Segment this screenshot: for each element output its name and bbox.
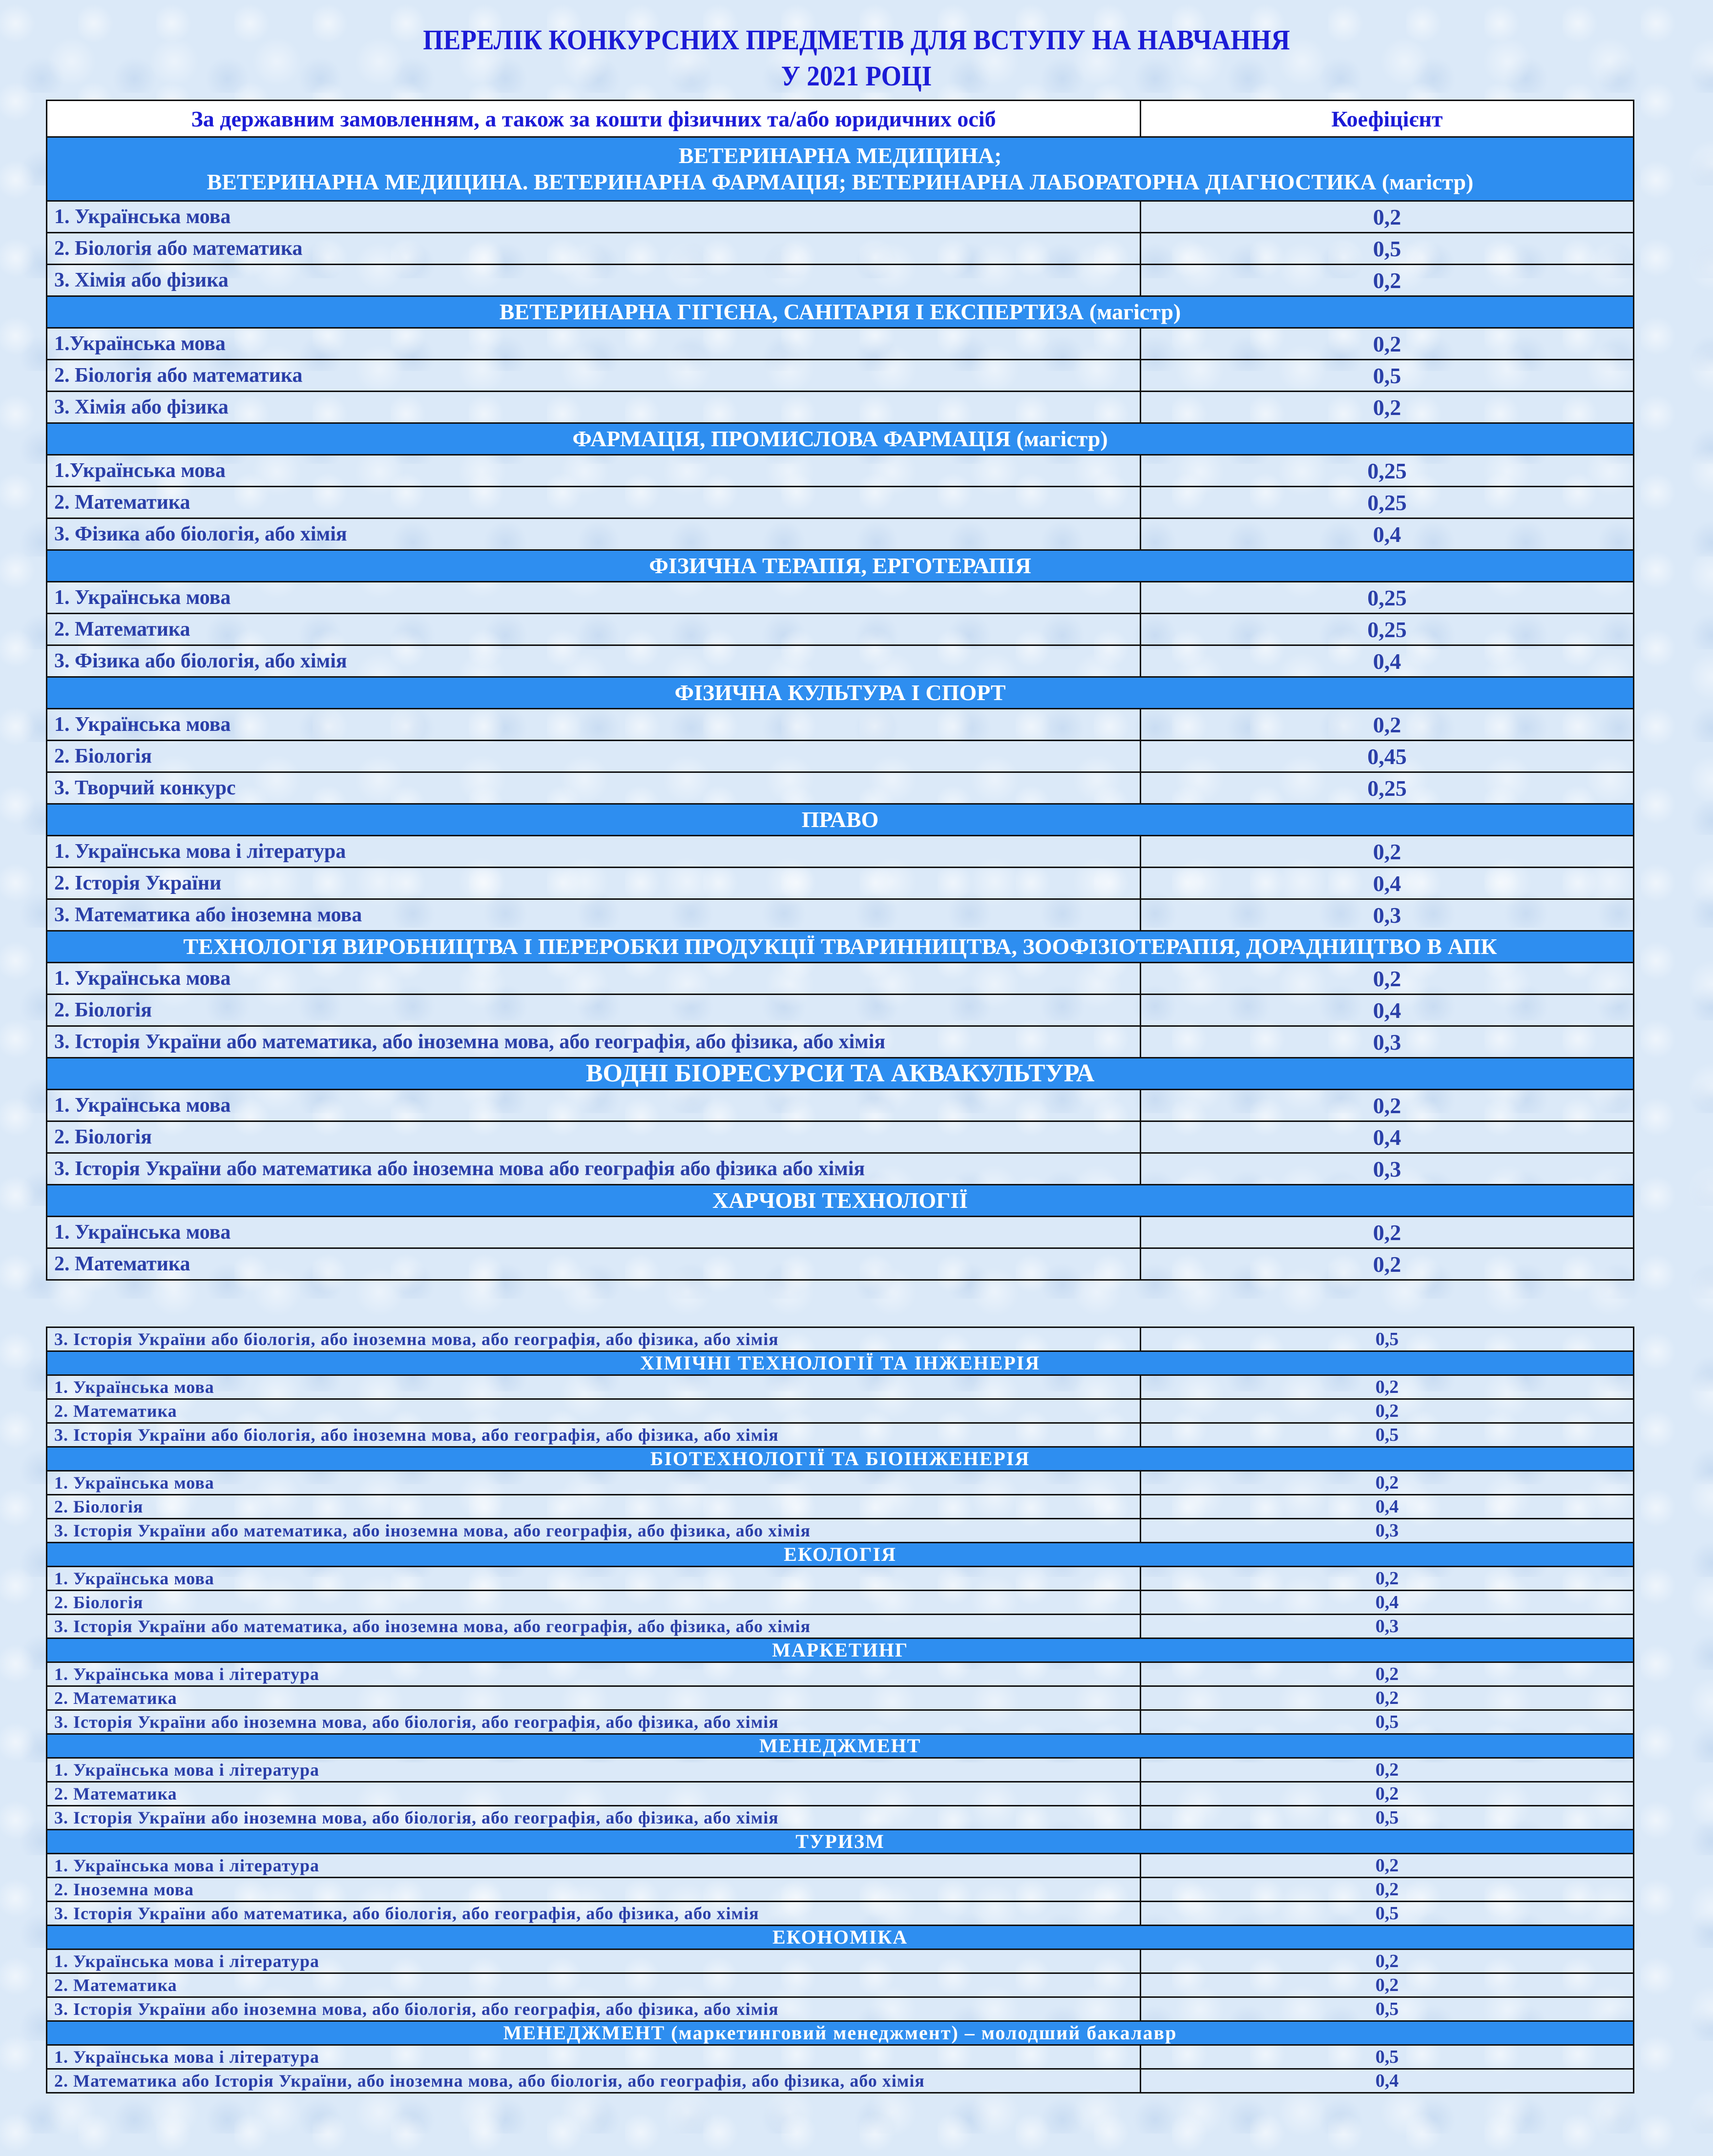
section-title xyxy=(47,296,1634,328)
table-row xyxy=(47,1758,1634,1782)
subject-cell: 3. Історія України або біологія, або іноземна мова, або географія, або фізика, або хімія xyxy=(47,1423,1141,1447)
section-title xyxy=(47,1185,1634,1217)
coefficient-cell: 0,5 xyxy=(1141,1902,1634,1926)
section-title xyxy=(47,1638,1634,1662)
coefficient-cell: 0,2 xyxy=(1141,1854,1634,1878)
table-row xyxy=(47,1806,1634,1830)
section-title-text: ХАРЧОВІ ТЕХНОЛОГІЇ xyxy=(712,1188,968,1213)
section-title xyxy=(47,677,1634,709)
coefficient-cell: 0,25 xyxy=(1141,582,1634,614)
subject-cell: 3. Математика або іноземна мова xyxy=(47,899,1141,931)
table-row xyxy=(47,582,1634,614)
section-header-row xyxy=(47,931,1634,963)
table-row xyxy=(47,2045,1634,2069)
section-title-text: ФІЗИЧНА КУЛЬТУРА І СПОРТ xyxy=(674,680,1006,705)
subject-cell: 2. Історія України xyxy=(47,868,1141,899)
coefficient-cell: 0,2 xyxy=(1141,1973,1634,1997)
section-title xyxy=(47,804,1634,836)
table-row xyxy=(47,1399,1634,1423)
table-row xyxy=(47,1153,1634,1185)
section-header-row xyxy=(47,1830,1634,1854)
subject-cell: 1.Українська мова xyxy=(47,455,1141,487)
table-row xyxy=(47,1686,1634,1710)
table-row xyxy=(47,1854,1634,1878)
section-title xyxy=(47,1058,1634,1090)
section-header-row xyxy=(47,1543,1634,1567)
subject-cell: 1.Українська мова xyxy=(47,328,1141,360)
table-row xyxy=(47,233,1634,265)
coefficient-cell: 0,3 xyxy=(1141,1519,1634,1543)
subject-cell: 1. Українська мова xyxy=(47,201,1141,233)
coefficient-cell: 0,2 xyxy=(1141,1471,1634,1495)
table-row xyxy=(47,1471,1634,1495)
subject-cell: 2. Біологія xyxy=(47,995,1141,1026)
section-header-row xyxy=(47,1638,1634,1662)
coefficient-cell: 0,4 xyxy=(1141,1591,1634,1615)
subject-cell: 2. Математика або Історія України, або іноземна мова, або біологія, або географія, або фізика, або хімія xyxy=(47,2069,1141,2093)
section-title-text: МЕНЕДЖМЕНТ xyxy=(759,1735,921,1757)
section-title-text: ВОДНІ БІОРЕСУРСИ ТА АКВАКУЛЬТУРА xyxy=(585,1059,1095,1087)
coefficient-cell: 0,2 xyxy=(1141,836,1634,868)
table-row xyxy=(47,1121,1634,1153)
section-title xyxy=(47,423,1634,455)
coefficient-cell: 0,25 xyxy=(1141,487,1634,518)
subject-cell: 3. Історія України або біологія, або іноземна мова, або географія, або фізика, або хімія xyxy=(47,1327,1141,1351)
coefficient-cell: 0,4 xyxy=(1141,1121,1634,1153)
coefficient-cell: 0,5 xyxy=(1141,1997,1634,2021)
subject-cell: 3. Історія України або математика, або іноземна мова, або географія, або фізика, або хімія xyxy=(47,1615,1141,1638)
subject-cell: 2. Біологія або математика xyxy=(47,233,1141,265)
section-title xyxy=(47,1351,1634,1375)
section-header-row xyxy=(47,1351,1634,1375)
table-row xyxy=(47,1973,1634,1997)
subject-cell: 2. Математика xyxy=(47,1248,1141,1280)
section-header-row xyxy=(47,137,1634,201)
coefficient-cell: 0,2 xyxy=(1141,201,1634,233)
section-title-text: ЕКОЛОГІЯ xyxy=(784,1543,897,1565)
coefficient-cell: 0,4 xyxy=(1141,1495,1634,1519)
table-row xyxy=(47,1090,1634,1121)
section-title-text: ВЕТЕРИНАРНА МЕДИЦИНА; xyxy=(678,143,1002,168)
coefficient-cell: 0,2 xyxy=(1141,1662,1634,1686)
table-row xyxy=(47,1591,1634,1615)
section-title xyxy=(47,2021,1634,2045)
subject-cell: 1. Українська мова xyxy=(47,1217,1141,1248)
coefficient-cell: 0,2 xyxy=(1141,1686,1634,1710)
section-title-text: ТУРИЗМ xyxy=(795,1830,885,1852)
table-row xyxy=(47,868,1634,899)
section-header-row xyxy=(47,1734,1634,1758)
section-title xyxy=(47,1734,1634,1758)
subject-cell: 1. Українська мова xyxy=(47,1375,1141,1399)
table-row xyxy=(47,265,1634,296)
subject-cell: 3. Історія України або іноземна мова, або біологія, або географія, або фізика, або хімія xyxy=(47,1806,1141,1830)
subject-cell: 2. Математика xyxy=(47,1782,1141,1806)
subject-cell: 3. Фізика або біологія, або хімія xyxy=(47,645,1141,677)
section-header-row xyxy=(47,804,1634,836)
coefficient-cell: 0,2 xyxy=(1141,1782,1634,1806)
coefficient-cell: 0,3 xyxy=(1141,1615,1634,1638)
coefficient-cell: 0,25 xyxy=(1141,614,1634,645)
table-row xyxy=(47,487,1634,518)
coefficient-cell: 0,2 xyxy=(1141,709,1634,741)
section-title xyxy=(47,1926,1634,1949)
subjects-table-continued xyxy=(46,1327,1634,2094)
table-header-row xyxy=(47,101,1634,137)
coefficient-cell: 0,2 xyxy=(1141,1949,1634,1973)
coefficient-cell: 0,4 xyxy=(1141,518,1634,550)
coefficient-cell: 0,2 xyxy=(1141,1090,1634,1121)
table-row xyxy=(47,836,1634,868)
subject-cell: 3. Фізика або біологія, або хімія xyxy=(47,518,1141,550)
table-row xyxy=(47,995,1634,1026)
coefficient-cell: 0,2 xyxy=(1141,1567,1634,1591)
subject-cell: 3. Творчий конкурс xyxy=(47,772,1141,804)
section-title xyxy=(47,931,1634,963)
section-header-row xyxy=(47,1058,1634,1090)
subject-cell: 2. Математика xyxy=(47,614,1141,645)
subject-cell: 3. Історія України або іноземна мова, або біологія, або географія, або фізика, або хімія xyxy=(47,1997,1141,2021)
section-title xyxy=(47,550,1634,582)
coefficient-cell: 0,3 xyxy=(1141,1026,1634,1058)
table-row xyxy=(47,963,1634,995)
table-row xyxy=(47,360,1634,392)
table-row xyxy=(47,1710,1634,1734)
coefficient-cell: 0,5 xyxy=(1141,1327,1634,1351)
coefficient-cell: 0,5 xyxy=(1141,2045,1634,2069)
subject-cell: 3. Історія України або математика, або біологія, або географія, або фізика, або хімія xyxy=(47,1902,1141,1926)
subject-cell: 1. Українська мова і література xyxy=(47,1949,1141,1973)
subject-cell: 2. Математика xyxy=(47,487,1141,518)
table-row xyxy=(47,1878,1634,1902)
table-row xyxy=(47,1615,1634,1638)
table-row xyxy=(47,772,1634,804)
page-title-line1: ПЕРЕЛІК КОНКУРСНИХ ПРЕДМЕТІВ ДЛЯ ВСТУПУ НА НАВЧАННЯ xyxy=(423,24,1290,56)
subject-cell: 1. Українська мова і література xyxy=(47,1854,1141,1878)
coefficient-cell: 0,2 xyxy=(1141,1248,1634,1280)
table-row xyxy=(47,1949,1634,1973)
section-header-row xyxy=(47,1926,1634,1949)
table-row xyxy=(47,1519,1634,1543)
section-header-row xyxy=(47,550,1634,582)
subject-cell: 1. Українська мова xyxy=(47,709,1141,741)
header-funding-label: За державним замовленням, а також за кошти фізичних та/або юридичних осіб xyxy=(47,101,1141,137)
table-row xyxy=(47,1782,1634,1806)
table-row xyxy=(47,645,1634,677)
subject-cell: 2. Біологія xyxy=(47,1121,1141,1153)
subject-cell: 2. Біологія xyxy=(47,1591,1141,1615)
table-row xyxy=(47,741,1634,772)
subject-cell: 1. Українська мова xyxy=(47,1471,1141,1495)
coefficient-cell: 0,25 xyxy=(1141,772,1634,804)
table-row xyxy=(47,1423,1634,1447)
coefficient-cell: 0,45 xyxy=(1141,741,1634,772)
coefficient-cell: 0,3 xyxy=(1141,899,1634,931)
subject-cell: 3. Історія України або іноземна мова, або біологія, або географія, або фізика, або хімія xyxy=(47,1710,1141,1734)
subject-cell: 2. Біологія або математика xyxy=(47,360,1141,392)
subject-cell: 1. Українська мова xyxy=(47,963,1141,995)
coefficient-cell: 0,5 xyxy=(1141,1806,1634,1830)
subject-cell: 2. Біологія xyxy=(47,1495,1141,1519)
subject-cell: 3. Хімія або фізика xyxy=(47,392,1141,423)
coefficient-cell: 0,4 xyxy=(1141,645,1634,677)
subject-cell: 3. Хімія або фізика xyxy=(47,265,1141,296)
subject-cell: 2. Біологія xyxy=(47,741,1141,772)
table-row xyxy=(47,328,1634,360)
table-row xyxy=(47,1997,1634,2021)
table-row xyxy=(47,899,1634,931)
coefficient-cell: 0,4 xyxy=(1141,868,1634,899)
coefficient-cell: 0,2 xyxy=(1141,392,1634,423)
subject-cell: 2. Математика xyxy=(47,1686,1141,1710)
subject-cell: 1. Українська мова і література xyxy=(47,836,1141,868)
section-title xyxy=(47,1447,1634,1471)
section-header-row xyxy=(47,677,1634,709)
subject-cell: 1. Українська мова xyxy=(47,1090,1141,1121)
coefficient-cell: 0,2 xyxy=(1141,328,1634,360)
header-coefficient-label: Коефіцієнт xyxy=(1141,101,1634,137)
section-title-text: ФІЗИЧНА ТЕРАПІЯ, ЕРГОТЕРАПІЯ xyxy=(649,553,1031,578)
table-row xyxy=(47,614,1634,645)
table-row xyxy=(47,1902,1634,1926)
subject-cell: 2. Математика xyxy=(47,1973,1141,1997)
section-title-text: ФАРМАЦІЯ, ПРОМИСЛОВА ФАРМАЦІЯ (магістр) xyxy=(572,426,1108,451)
coefficient-cell: 0,5 xyxy=(1141,233,1634,265)
table-row xyxy=(47,1217,1634,1248)
subject-cell: 1. Українська мова xyxy=(47,1567,1141,1591)
table-row xyxy=(47,1495,1634,1519)
section-title-text: МАРКЕТИНГ xyxy=(772,1639,909,1661)
table-row xyxy=(47,392,1634,423)
section-title-text: МЕНЕДЖМЕНТ (маркетинговий менеджмент) – молодший бакалавр xyxy=(503,2022,1177,2044)
coefficient-cell: 0,2 xyxy=(1141,1375,1634,1399)
coefficient-cell: 0,2 xyxy=(1141,1758,1634,1782)
coefficient-cell: 0,3 xyxy=(1141,1153,1634,1185)
section-header-row xyxy=(47,296,1634,328)
section-title-text: БІОТЕХНОЛОГІЇ ТА БІОІНЖЕНЕРІЯ xyxy=(650,1448,1030,1470)
section-title-text: ТЕХНОЛОГІЯ ВИРОБНИЦТВА І ПЕРЕРОБКИ ПРОДУКЦІЇ ТВАРИННИЦТВА, ЗООФІЗІОТЕРАПІЯ, ДОРАДНИЦТВО В АПК xyxy=(183,934,1497,959)
section-title xyxy=(47,1543,1634,1567)
coefficient-cell: 0,2 xyxy=(1141,963,1634,995)
section-title-text: ПРАВО xyxy=(801,807,879,832)
subject-cell: 3. Історія України або математика або іноземна мова або географія або фізика або хімія xyxy=(47,1153,1141,1185)
table-row xyxy=(47,455,1634,487)
subject-cell: 1. Українська мова і література xyxy=(47,1758,1141,1782)
coefficient-cell: 0,2 xyxy=(1141,1399,1634,1423)
coefficient-cell: 0,5 xyxy=(1141,1710,1634,1734)
table-row xyxy=(47,1567,1634,1591)
coefficient-cell: 0,25 xyxy=(1141,455,1634,487)
table-row xyxy=(47,1248,1634,1280)
section-title-text: ЕКОНОМІКА xyxy=(772,1926,908,1948)
table-row xyxy=(47,2069,1634,2093)
section-header-row xyxy=(47,1447,1634,1471)
page-title-line2: У 2021 РОЦІ xyxy=(781,60,932,92)
coefficient-cell: 0,2 xyxy=(1141,1217,1634,1248)
coefficient-cell: 0,2 xyxy=(1141,1878,1634,1902)
table-row xyxy=(47,201,1634,233)
coefficient-cell: 0,5 xyxy=(1141,1423,1634,1447)
section-title-text-line2: ВЕТЕРИНАРНА МЕДИЦИНА. ВЕТЕРИНАРНА ФАРМАЦІЯ; ВЕТЕРИНАРНА ЛАБОРАТОРНА ДІАГНОСТИКА (магістр) xyxy=(207,169,1474,194)
section-header-row xyxy=(47,423,1634,455)
coefficient-cell: 0,5 xyxy=(1141,360,1634,392)
subject-cell: 3. Історія України або математика, або іноземна мова, або географія, або фізика, або хімія xyxy=(47,1519,1141,1543)
section-header-row xyxy=(47,2021,1634,2045)
table-row xyxy=(47,1327,1634,1351)
section-title-text: ВЕТЕРИНАРНА ГІГІЄНА, САНІТАРІЯ І ЕКСПЕРТИЗА (магістр) xyxy=(499,299,1181,324)
coefficient-cell: 0,2 xyxy=(1141,265,1634,296)
subject-cell: 2. Іноземна мова xyxy=(47,1878,1141,1902)
section-header-row xyxy=(47,1185,1634,1217)
coefficient-cell: 0,4 xyxy=(1141,995,1634,1026)
table-row xyxy=(47,518,1634,550)
subject-cell: 1. Українська мова і література xyxy=(47,1662,1141,1686)
table-row xyxy=(47,1375,1634,1399)
table-row xyxy=(47,1026,1634,1058)
coefficient-cell: 0,4 xyxy=(1141,2069,1634,2093)
subject-cell: 3. Історія України або математика, або іноземна мова, або географія, або фізика, або хімія xyxy=(47,1026,1141,1058)
subject-cell: 1. Українська мова і література xyxy=(47,2045,1141,2069)
subject-cell: 2. Математика xyxy=(47,1399,1141,1423)
section-title xyxy=(47,1830,1634,1854)
subjects-table-main xyxy=(46,100,1634,1281)
table-row xyxy=(47,709,1634,741)
section-title-text: ХІМІЧНІ ТЕХНОЛОГІЇ ТА ІНЖЕНЕРІЯ xyxy=(640,1352,1040,1374)
table-row xyxy=(47,1662,1634,1686)
section-title xyxy=(47,137,1634,201)
subject-cell: 1. Українська мова xyxy=(47,582,1141,614)
